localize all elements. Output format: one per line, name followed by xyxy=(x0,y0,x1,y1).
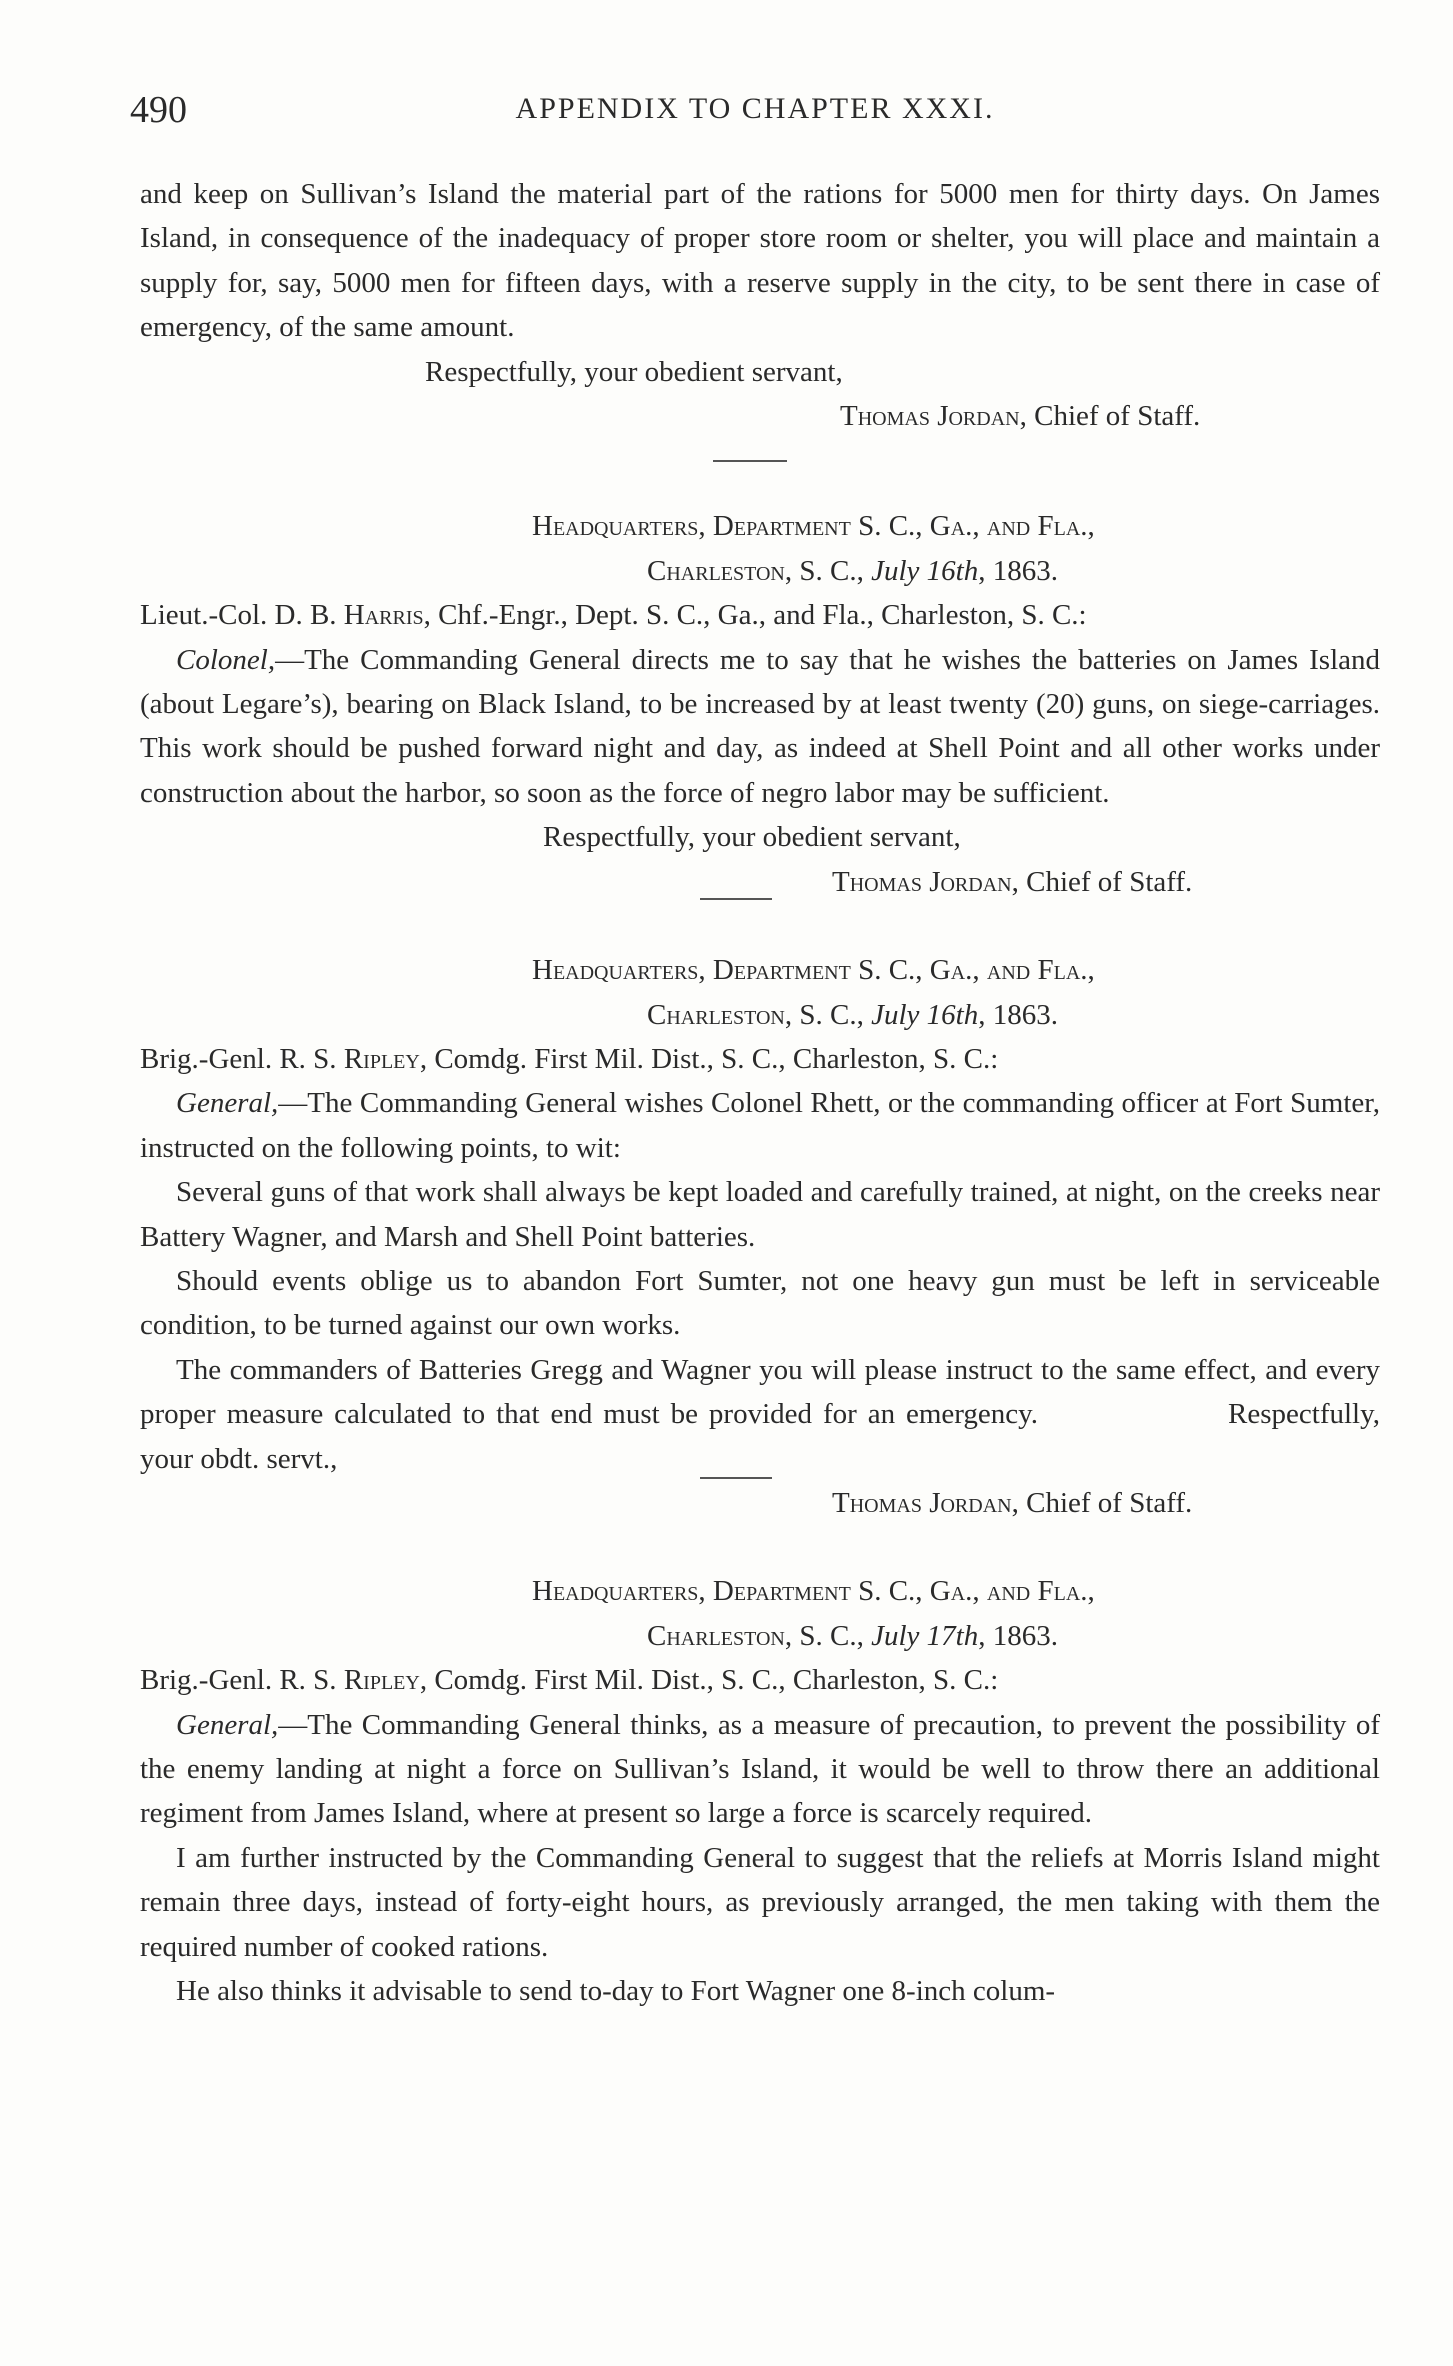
page-number: 490 xyxy=(130,89,187,131)
addressee-prefix: Brig.-Genl. R. S. xyxy=(140,1042,344,1075)
addressee-name: Ripley xyxy=(343,1042,420,1075)
signature-name: Thomas Jordan xyxy=(832,865,1012,898)
letter0-signature xyxy=(140,394,1380,438)
letter2-headquarters: Headquarters, Department S. C., Ga., and Fla., xyxy=(532,954,1095,987)
dateline-date: July 16th xyxy=(871,554,979,587)
letter2-paragraph: Several guns of that work shall always be kept loaded and carefully trained, at night, on the creeks near Battery Wagner, and Marsh and Shell Point batteries. xyxy=(140,1176,1380,1253)
letter2-dateline xyxy=(140,993,1380,1037)
addressee-suffix: , Comdg. First Mil. Dist., S. C., Charleston, S. C.: xyxy=(419,1664,999,1697)
signature-title: , Chief of Staff. xyxy=(1011,1486,1193,1519)
body-text: —The Commanding General directs me to say that he wishes the batteries on James Island (about Legare’s), bearing on Black Island, to be increased by at least twenty (20) guns, on siege-carriages. This work should be pushed forward night and day, as indeed at Shell Point and all other works under construction about the harbor, so soon as the force of negro labor may be sufficient. xyxy=(140,643,1380,809)
dateline-state: , S. C., xyxy=(784,998,872,1031)
dateline-place: Charleston xyxy=(647,554,785,587)
addressee-name: Ripley xyxy=(343,1664,420,1697)
addressee-name: Harris xyxy=(343,599,424,632)
letter1-addressee xyxy=(140,593,1380,637)
dateline-state: , S. C., xyxy=(784,1619,872,1652)
letter1-closing: Respectfully, your obedient servant, xyxy=(543,821,961,854)
letter3-addressee xyxy=(140,1658,1380,1702)
letter3-paragraph: He also thinks it advisable to send to-day to Fort Wagner one 8-inch colum- xyxy=(176,1975,1056,2008)
section-divider xyxy=(140,438,1380,482)
letter1-signature xyxy=(140,860,1380,904)
letter0-paragraph: and keep on Sullivan’s Island the material part of the rations for 5000 men for thirty days. On James Island, in consequence of the inadequacy of proper store room or shelter, you will place and maintain a supply for, say, 5000 men for fifteen days, with a reserve supply in the city, to be sent there in case of emergency, of the same amount. xyxy=(140,178,1380,344)
dateline-year: , 1863. xyxy=(978,998,1058,1031)
salutation: Colonel, xyxy=(176,643,276,676)
page-body xyxy=(140,172,1380,2013)
dateline-place: Charleston xyxy=(647,998,785,1031)
letter3-headquarters: Headquarters, Department S. C., Ga., and Fla., xyxy=(532,1575,1095,1608)
letter1-headquarters: Headquarters, Department S. C., Ga., and Fla., xyxy=(532,510,1095,543)
letter3-dateline xyxy=(140,1614,1380,1658)
letter2-signature xyxy=(140,1481,1380,1525)
paragraph-text: The commanders of Batteries Gregg and Wagner you will please instruct to the same effect, and every proper measure calculated to that end must be provided for an emergency. xyxy=(140,1353,1380,1431)
signature-name: Thomas Jordan xyxy=(832,1486,1012,1519)
letter3-body xyxy=(140,1703,1380,1836)
running-title: APPENDIX TO CHAPTER XXXI. xyxy=(515,92,995,125)
dateline-date: July 16th xyxy=(871,998,979,1031)
dateline-place: Charleston xyxy=(647,1619,785,1652)
letter2-closing: Respectfully, your obdt. servt., xyxy=(140,1398,1380,1475)
addressee-suffix: , Chf.-Engr., Dept. S. C., Ga., and Fla., Charleston, S. C.: xyxy=(423,599,1087,632)
salutation: General, xyxy=(176,1087,279,1120)
salutation: General, xyxy=(176,1708,279,1741)
dateline-year: , 1863. xyxy=(978,554,1058,587)
letter0-closing: Respectfully, your obedient servant, xyxy=(425,355,843,388)
letter1-dateline xyxy=(140,549,1380,593)
addressee-suffix: , Comdg. First Mil. Dist., S. C., Charleston, S. C.: xyxy=(419,1042,999,1075)
letter3-paragraph: I am further instructed by the Commanding General to suggest that the reliefs at Morris Island might remain three days, instead of forty-eight hours, as previously arranged, the men taking with them the required number of cooked rations. xyxy=(140,1841,1380,1963)
dateline-state: , S. C., xyxy=(784,554,872,587)
dateline-year: , 1863. xyxy=(978,1619,1058,1652)
page-header xyxy=(130,88,1380,138)
letter2-paragraph: Should events oblige us to abandon Fort Sumter, not one heavy gun must be left in serviceable condition, to be turned against our own works. xyxy=(140,1264,1380,1342)
letter2-paragraph xyxy=(140,1348,1380,1481)
dateline-date: July 17th xyxy=(871,1619,979,1652)
letter2-body xyxy=(140,1081,1380,1170)
body-text: —The Commanding General thinks, as a measure of precaution, to prevent the possibility of the enemy landing at night a force on Sullivan’s Island, it would be well to throw there an additional regiment from James Island, where at present so large a force is scarcely required. xyxy=(140,1708,1380,1830)
addressee-prefix: Brig.-Genl. R. S. xyxy=(140,1664,344,1697)
addressee-prefix: Lieut.-Col. D. B. xyxy=(140,599,344,632)
signature-title: , Chief of Staff. xyxy=(1011,865,1193,898)
signature-name: Thomas Jordan xyxy=(840,400,1020,433)
letter2-addressee xyxy=(140,1037,1380,1081)
body-text: —The Commanding General wishes Colonel Rhett, or the commanding officer at Fort Sumter, instructed on the following points, to wit: xyxy=(140,1087,1380,1164)
letter1-body xyxy=(140,638,1380,816)
signature-title: , Chief of Staff. xyxy=(1019,400,1201,433)
